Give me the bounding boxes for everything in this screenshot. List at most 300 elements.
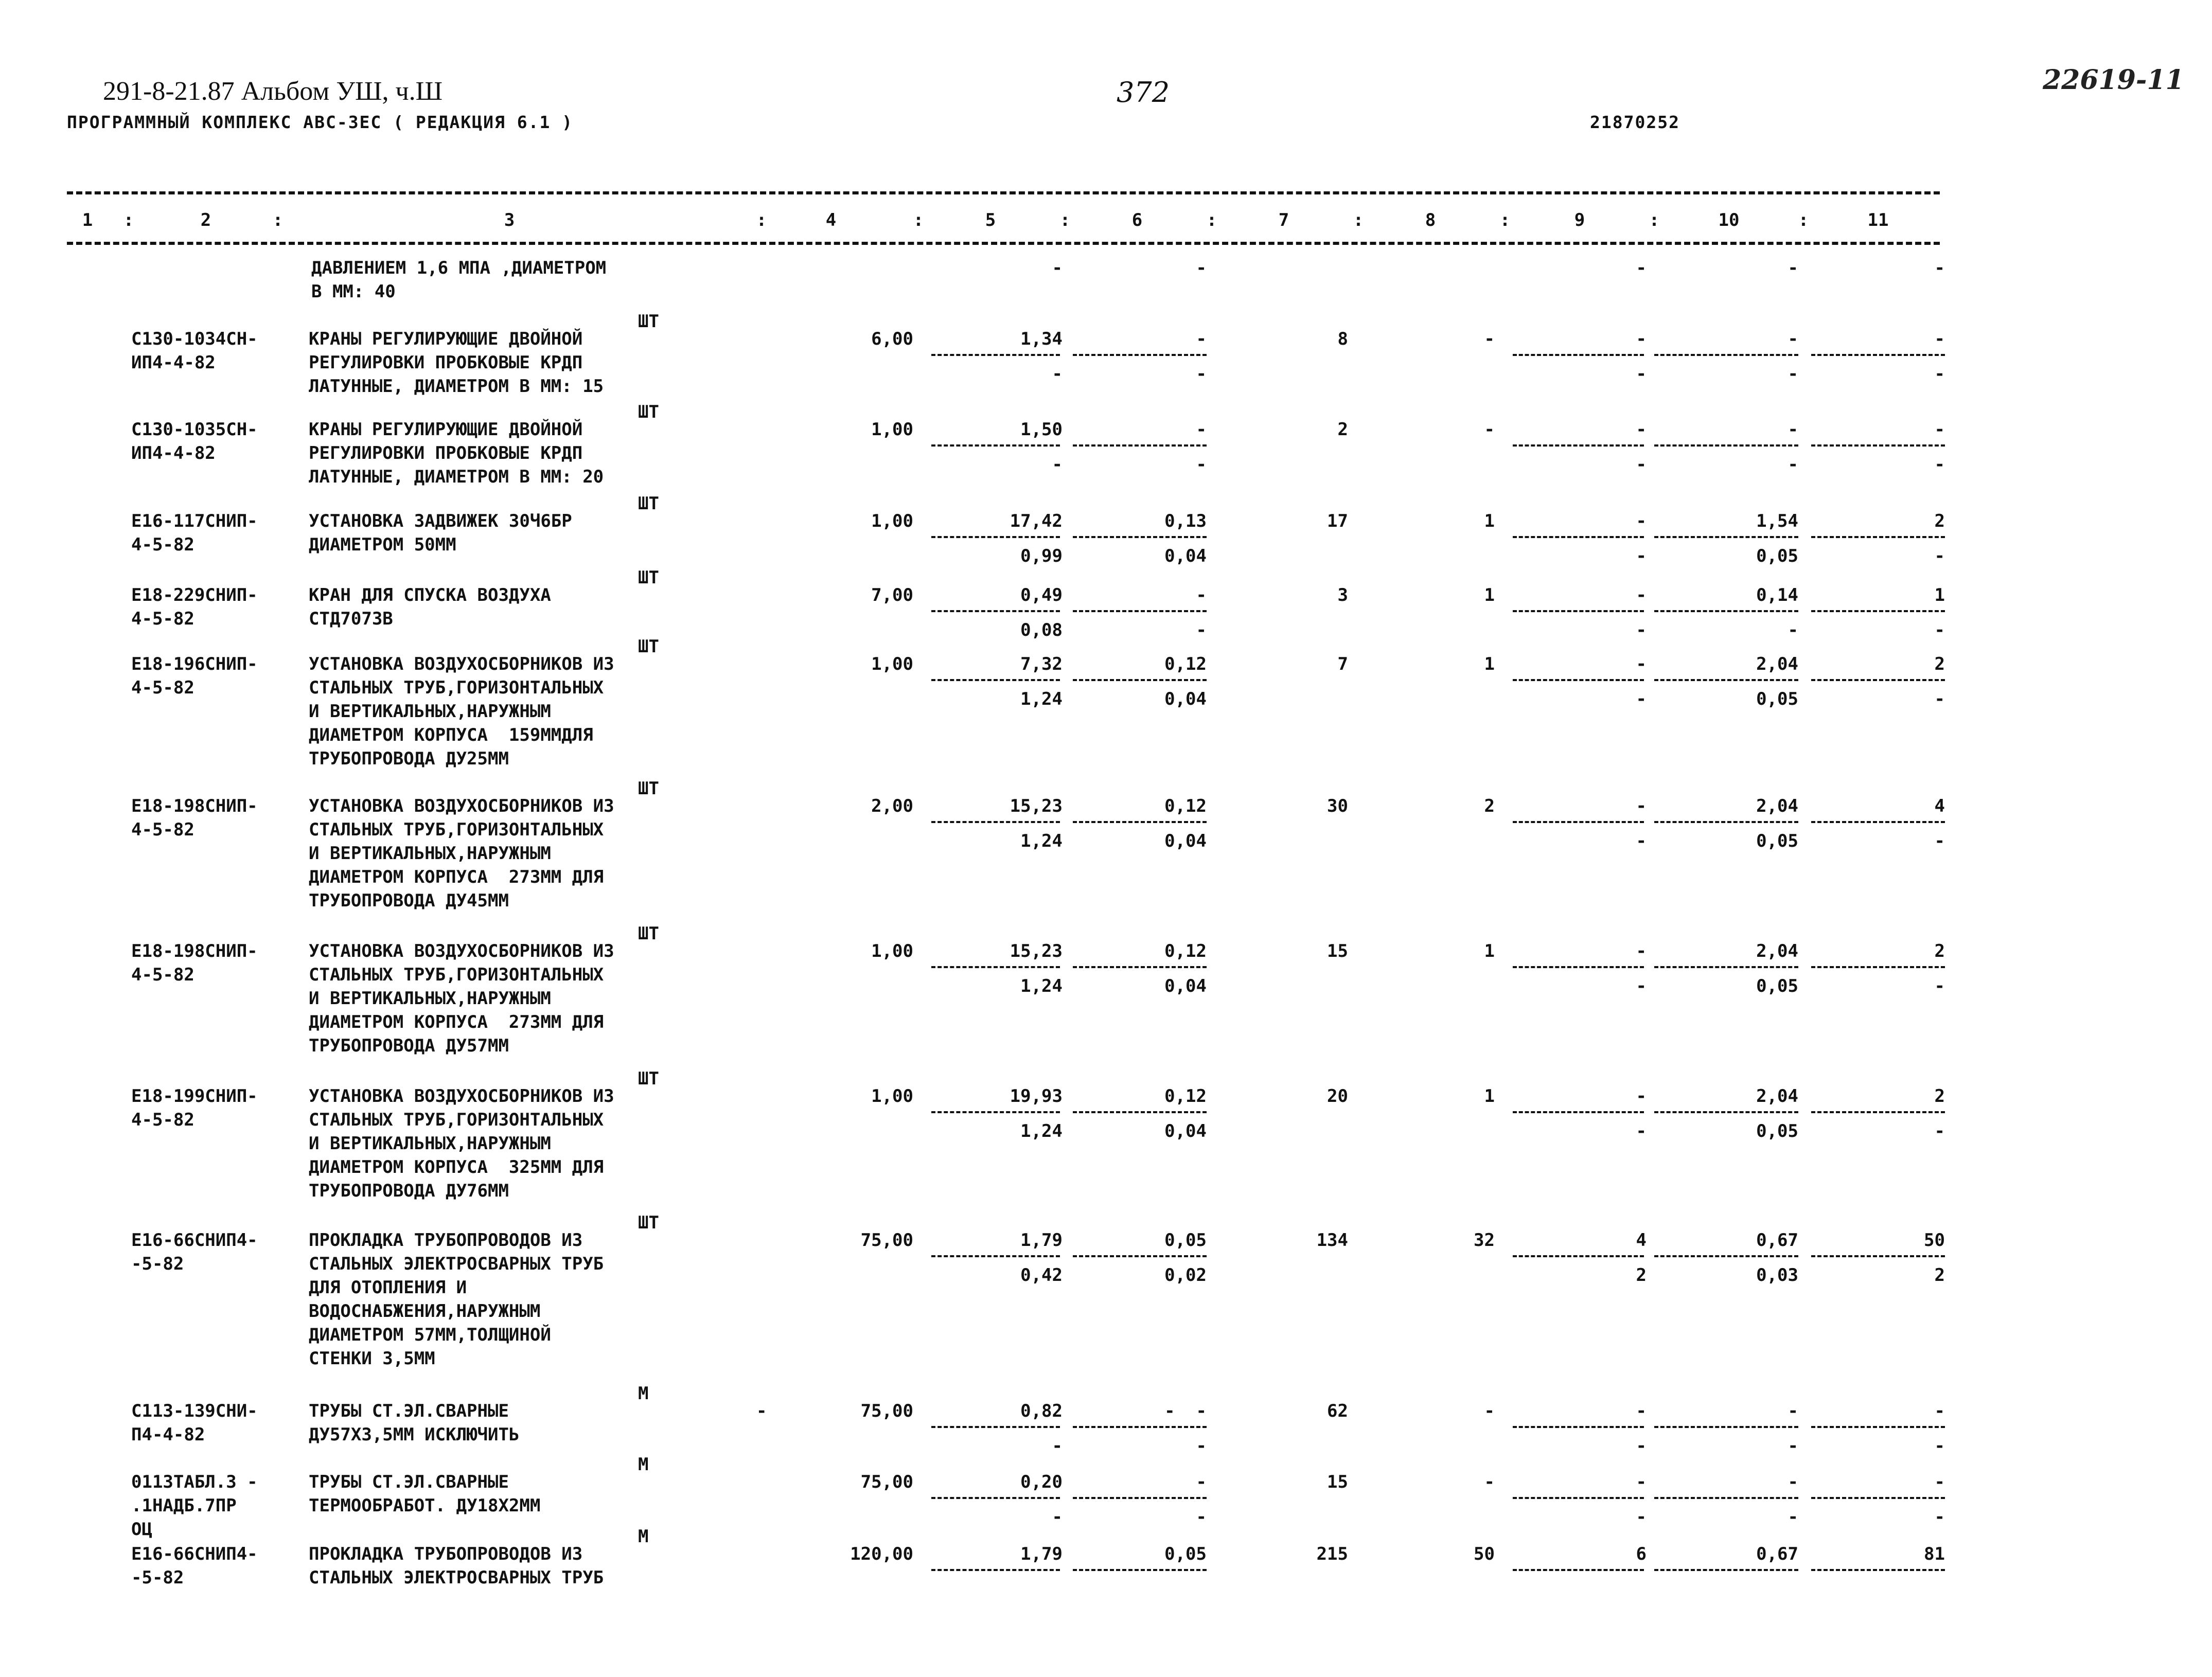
rate-code: Е18-198СНИП-: [131, 796, 258, 816]
col6-subvalue: -: [1196, 1507, 1207, 1527]
cell-divider: [931, 610, 1060, 612]
col9-subvalue: -: [1636, 546, 1647, 566]
row-number: [0, 794, 118, 818]
cell-divider: [1811, 1111, 1945, 1113]
rate-code-line-2: 4-5-82: [131, 965, 194, 985]
work-description-line: ПРОКЛАДКА ТРУБОПРОВОДОВ ИЗ: [309, 1544, 583, 1564]
col11-value: -: [1934, 258, 1945, 278]
quantity-value: 120,00: [850, 1544, 913, 1564]
page-number: 372: [1117, 76, 1170, 109]
col10-value: -: [1788, 1472, 1798, 1492]
column-separator: :: [1206, 210, 1217, 230]
work-description-line: СТД7073В: [309, 609, 393, 629]
cell-divider: [1513, 1426, 1644, 1428]
cell-divider: [1811, 444, 1945, 447]
cell-divider: [931, 1255, 1060, 1257]
row-number: [0, 583, 118, 607]
col7-value: 3: [1337, 585, 1348, 605]
col11-subvalue: -: [1934, 364, 1945, 384]
column-header-5: 5: [985, 210, 996, 230]
col11-subvalue: -: [1934, 976, 1945, 996]
col11-value: -: [1934, 1401, 1945, 1421]
col5-value: 0,49: [1020, 585, 1063, 605]
col10-value: 0,67: [1756, 1230, 1798, 1251]
work-description-line: ДИАМЕТРОМ КОРПУСА 273ММ ДЛЯ: [309, 1012, 604, 1032]
work-description-line: ТРУБОПРОВОДА ДУ57ММ: [309, 1036, 509, 1056]
col10-value: -: [1788, 419, 1798, 440]
work-description-line: КРАН ДЛЯ СПУСКА ВОЗДУХА: [309, 585, 551, 605]
work-description-line: ДАВЛЕНИЕМ 1,6 МПА ,ДИАМЕТРОМ: [311, 258, 607, 278]
column-separator: :: [272, 210, 284, 230]
rate-code-line-2: ИП4-4-82: [131, 443, 216, 463]
col10-subvalue: 0,05: [1756, 546, 1798, 566]
col7-value: 62: [1327, 1401, 1348, 1421]
col9-value: -: [1636, 585, 1647, 605]
unit-of-measure: ШТ: [638, 636, 659, 657]
table-header-rule: [67, 242, 1940, 245]
col10-value: -: [1788, 329, 1798, 349]
col5-value: -: [1052, 258, 1063, 278]
cell-divider: [931, 966, 1060, 968]
quantity-value: 1,00: [871, 419, 913, 440]
cell-divider: [1654, 354, 1798, 356]
cell-divider: [1654, 821, 1798, 823]
col9-value: 4: [1636, 1230, 1647, 1251]
row-number: [0, 327, 118, 351]
col11-value: -: [1934, 419, 1945, 440]
col7-value: 134: [1316, 1230, 1348, 1251]
unit-of-measure: ШТ: [638, 1068, 659, 1089]
cell-divider: [1513, 1255, 1644, 1257]
cell-divider: [1654, 1497, 1798, 1499]
col6-value: 0,13: [1164, 511, 1207, 531]
column-separator: :: [1353, 210, 1364, 230]
row-number: [0, 652, 118, 676]
quantity-value: 1,00: [871, 511, 913, 531]
column-separator: :: [1798, 210, 1809, 230]
col7-value: 17: [1327, 511, 1348, 531]
rate-code: С130-1035СН-: [131, 419, 258, 440]
col11-subvalue: -: [1934, 1436, 1945, 1456]
col7-value: 2: [1337, 419, 1348, 440]
cell-divider: [931, 354, 1060, 356]
col10-value: 2,04: [1756, 1086, 1798, 1107]
col8-value: 1: [1484, 654, 1495, 674]
cell-divider: [1811, 610, 1945, 612]
col9-subvalue: -: [1636, 1436, 1647, 1456]
col7-value: 15: [1327, 1472, 1348, 1492]
rate-code: 0113ТАБЛ.3 -: [131, 1472, 258, 1492]
cell-divider: [1513, 444, 1644, 447]
cell-divider: [1513, 1111, 1644, 1113]
col6-subvalue: 0,02: [1164, 1265, 1207, 1286]
work-description-line: ВОДОСНАБЖЕНИЯ,НАРУЖНЫМ: [309, 1301, 541, 1322]
unit-of-measure: ШТ: [638, 567, 659, 588]
cell-divider: [1811, 821, 1945, 823]
cell-divider: [931, 444, 1060, 447]
cell-divider: [931, 1497, 1060, 1499]
col8-value: 1: [1484, 585, 1495, 605]
rate-code: Е18-198СНИП-: [131, 941, 258, 961]
col9-value: -: [1636, 1472, 1647, 1492]
quantity-value: 1,00: [871, 941, 913, 961]
work-description-line: СТАЛЬНЫХ ТРУБ,ГОРИЗОНТАЛЬНЫХ: [309, 965, 604, 985]
col7-value: 15: [1327, 941, 1348, 961]
cell-divider: [1654, 966, 1798, 968]
col10-value: -: [1788, 1401, 1798, 1421]
col9-subvalue: -: [1636, 1507, 1647, 1527]
col11-value: 2: [1934, 654, 1945, 674]
column-header-10: 10: [1718, 210, 1740, 230]
col8-value: -: [1484, 1401, 1495, 1421]
col9-subvalue: -: [1636, 1121, 1647, 1141]
work-description-line: ЛАТУННЫЕ, ДИАМЕТРОМ В ММ: 15: [309, 376, 604, 397]
work-description-line: УСТАНОВКА ВОЗДУХОСБОРНИКОВ ИЗ: [309, 654, 614, 674]
col7-value: 7: [1337, 654, 1348, 674]
col10-subvalue: -: [1788, 364, 1798, 384]
col5-value: 1,79: [1020, 1544, 1063, 1564]
cell-divider: [1073, 536, 1207, 538]
unit-of-measure: М: [638, 1383, 649, 1404]
work-description-line: ДИАМЕТРОМ КОРПУСА 273ММ ДЛЯ: [309, 867, 604, 887]
cell-divider: [1073, 1111, 1207, 1113]
row-number: [0, 939, 118, 963]
col11-value: 2: [1934, 941, 1945, 961]
row-number: [0, 1470, 118, 1494]
col5-value: 15,23: [1010, 941, 1063, 961]
col10-subvalue: 0,05: [1756, 1121, 1798, 1141]
col8-value: 32: [1474, 1230, 1495, 1251]
col8-value: 1: [1484, 941, 1495, 961]
col5-value: 19,93: [1010, 1086, 1063, 1107]
col6-subvalue: 0,04: [1164, 976, 1207, 996]
work-description-line: ТЕРМООБРАБОТ. ДУ18Х2ММ: [309, 1495, 541, 1516]
col10-value: 1,54: [1756, 511, 1798, 531]
col10-subvalue: 0,03: [1756, 1265, 1798, 1286]
col8-value: 1: [1484, 511, 1495, 531]
col6-value: 0,12: [1164, 941, 1207, 961]
column-separator: :: [913, 210, 924, 230]
col9-subvalue: 2: [1636, 1265, 1647, 1286]
cell-divider: [931, 536, 1060, 538]
work-description-line: СТЕНКИ 3,5ММ: [309, 1348, 435, 1369]
quantity-value: 75,00: [860, 1401, 913, 1421]
col11-subvalue: -: [1934, 1507, 1945, 1527]
col6-subvalue: 0,04: [1164, 546, 1207, 566]
col6-value: 0,05: [1164, 1230, 1207, 1251]
quantity-value: 1,00: [871, 654, 913, 674]
col5-subvalue: -: [1052, 1436, 1063, 1456]
col7-value: 30: [1327, 796, 1348, 816]
rate-code: Е18-199СНИП-: [131, 1086, 258, 1107]
work-description-line: СТАЛЬНЫХ ЭЛЕКТРОСВАРНЫХ ТРУБ: [309, 1254, 604, 1274]
col5-subvalue: 1,24: [1020, 689, 1063, 709]
work-description-line: ТРУБЫ СТ.ЭЛ.СВАРНЫЕ: [309, 1401, 509, 1421]
col11-value: 2: [1934, 511, 1945, 531]
cell-divider: [1654, 679, 1798, 681]
work-description-line: УСТАНОВКА ВОЗДУХОСБОРНИКОВ ИЗ: [309, 1086, 614, 1107]
cell-divider: [1654, 1569, 1798, 1571]
cell-divider: [1073, 821, 1207, 823]
col9-value: -: [1636, 419, 1647, 440]
quantity-value: 7,00: [871, 585, 913, 605]
col6-subvalue: -: [1196, 1436, 1207, 1456]
col6-subvalue: -: [1196, 620, 1207, 640]
col10-subvalue: -: [1788, 1436, 1798, 1456]
col8-value: 1: [1484, 1086, 1495, 1107]
col10-value: 2,04: [1756, 941, 1798, 961]
work-description-line: ДУ57Х3,5ММ ИСКЛЮЧИТЬ: [309, 1424, 520, 1445]
col9-value: -: [1636, 258, 1647, 278]
work-description-line: ТРУБОПРОВОДА ДУ45ММ: [309, 890, 509, 911]
cell-divider: [1073, 1497, 1207, 1499]
row-number: [0, 1084, 118, 1108]
work-description-line: И ВЕРТИКАЛЬНЫХ,НАРУЖНЫМ: [309, 701, 551, 722]
col10-value: 2,04: [1756, 796, 1798, 816]
quantity-value: 75,00: [860, 1472, 913, 1492]
col8-value: -: [1484, 1472, 1495, 1492]
col9-value: -: [1636, 511, 1647, 531]
col5-subvalue: 1,24: [1020, 976, 1063, 996]
col9-value: -: [1636, 654, 1647, 674]
col10-subvalue: 0,05: [1756, 689, 1798, 709]
cell-divider: [931, 1569, 1060, 1571]
rate-code-line-2: -5-82: [131, 1567, 184, 1588]
col9-value: -: [1636, 1086, 1647, 1107]
cell-divider: [1811, 679, 1945, 681]
cell-divider: [1513, 1497, 1644, 1499]
col11-subvalue: -: [1934, 831, 1945, 851]
col9-subvalue: -: [1636, 620, 1647, 640]
col9-value: -: [1636, 329, 1647, 349]
cell-divider: [1073, 679, 1207, 681]
cell-divider: [1811, 1426, 1945, 1428]
work-description-line: СТАЛЬНЫХ ТРУБ,ГОРИЗОНТАЛЬНЫХ: [309, 1110, 604, 1130]
cell-divider: [1513, 354, 1644, 356]
quantity-value: 2,00: [871, 796, 913, 816]
column-separator: :: [1499, 210, 1511, 230]
work-description-line: И ВЕРТИКАЛЬНЫХ,НАРУЖНЫМ: [309, 843, 551, 864]
rate-code: Е18-196СНИП-: [131, 654, 258, 674]
column-separator: :: [1649, 210, 1660, 230]
col5-value: 0,20: [1020, 1472, 1063, 1492]
work-description-line: ДИАМЕТРОМ КОРПУСА 325ММ ДЛЯ: [309, 1157, 604, 1178]
col9-value: 6: [1636, 1544, 1647, 1564]
cell-divider: [1811, 966, 1945, 968]
unit-of-measure: ШТ: [638, 311, 659, 332]
work-description-line: ПРОКЛАДКА ТРУБОПРОВОДОВ ИЗ: [309, 1230, 583, 1251]
exclude-sign: -: [756, 1401, 767, 1421]
cell-divider: [1811, 1255, 1945, 1257]
col5-value: 1,50: [1020, 419, 1063, 440]
work-description-line: КРАНЫ РЕГУЛИРУЮЩИЕ ДВОЙНОЙ: [309, 329, 583, 349]
col11-value: 4: [1934, 796, 1945, 816]
col5-value: 1,79: [1020, 1230, 1063, 1251]
col11-value: 2: [1934, 1086, 1945, 1107]
col6-value: 0,12: [1164, 654, 1207, 674]
col9-value: -: [1636, 1401, 1647, 1421]
col6-value: 0,12: [1164, 1086, 1207, 1107]
col8-value: 2: [1484, 796, 1495, 816]
col10-subvalue: -: [1788, 1507, 1798, 1527]
cell-divider: [1073, 444, 1207, 447]
rate-code: С130-1034СН-: [131, 329, 258, 349]
cell-divider: [1513, 966, 1644, 968]
col5-value: 15,23: [1010, 796, 1063, 816]
work-description-line: ДЛЯ ОТОПЛЕНИЯ И: [309, 1277, 467, 1298]
cell-divider: [1811, 1497, 1945, 1499]
rate-code: Е16-117СНИП-: [131, 511, 258, 531]
work-description-line: ДИАМЕТРОМ КОРПУСА 159ММДЛЯ: [309, 725, 593, 745]
work-description-line: РЕГУЛИРОВКИ ПРОБКОВЫЕ КРДП: [309, 443, 583, 463]
col5-subvalue: 0,99: [1020, 546, 1063, 566]
col6-value: -: [1196, 585, 1207, 605]
cell-divider: [931, 1426, 1060, 1428]
col5-subvalue: 1,24: [1020, 831, 1063, 851]
col11-subvalue: -: [1934, 620, 1945, 640]
col5-value: 1,34: [1020, 329, 1063, 349]
column-header-6: 6: [1131, 210, 1143, 230]
col11-subvalue: 2: [1934, 1265, 1945, 1286]
col5-subvalue: 0,42: [1020, 1265, 1063, 1286]
quantity-value: 1,00: [871, 1086, 913, 1107]
column-header-11: 11: [1867, 210, 1889, 230]
col6-subvalue: -: [1196, 364, 1207, 384]
work-description-line: И ВЕРТИКАЛЬНЫХ,НАРУЖНЫМ: [309, 1133, 551, 1154]
rate-code-line-2: 4-5-82: [131, 1110, 194, 1130]
col6-subvalue: 0,04: [1164, 1121, 1207, 1141]
col6-value: 0,05: [1164, 1544, 1207, 1564]
column-header-2: 2: [200, 210, 211, 230]
col11-value: 1: [1934, 585, 1945, 605]
col11-value: 81: [1924, 1544, 1945, 1564]
col11-value: 50: [1924, 1230, 1945, 1251]
work-description-line: УСТАНОВКА ВОЗДУХОСБОРНИКОВ ИЗ: [309, 941, 614, 961]
cell-divider: [1654, 1426, 1798, 1428]
row-number: [0, 509, 118, 533]
unit-of-measure: М: [638, 1526, 649, 1547]
column-header-8: 8: [1425, 210, 1436, 230]
rate-code-line-2: 4-5-82: [131, 609, 194, 629]
col11-value: -: [1934, 1472, 1945, 1492]
col6-value: -: [1196, 258, 1207, 278]
col9-subvalue: -: [1636, 689, 1647, 709]
unit-of-measure: ШТ: [638, 1212, 659, 1233]
rate-code-line-2: -5-82: [131, 1254, 184, 1274]
col6-value: -: [1196, 419, 1207, 440]
col10-subvalue: 0,05: [1756, 976, 1798, 996]
col8-value: -: [1484, 419, 1495, 440]
col5-value: 17,42: [1010, 511, 1063, 531]
col11-subvalue: -: [1934, 454, 1945, 475]
col6-subvalue: -: [1196, 454, 1207, 475]
col5-subvalue: 1,24: [1020, 1121, 1063, 1141]
col5-subvalue: -: [1052, 364, 1063, 384]
col10-value: 2,04: [1756, 654, 1798, 674]
col10-subvalue: -: [1788, 620, 1798, 640]
col6-subvalue: 0,04: [1164, 689, 1207, 709]
work-description-line: РЕГУЛИРОВКИ ПРОБКОВЫЕ КРДП: [309, 352, 583, 373]
work-description-line: ТРУБОПРОВОДА ДУ76ММ: [309, 1181, 509, 1201]
document-id: 21870252: [1590, 112, 1680, 132]
col9-subvalue: -: [1636, 831, 1647, 851]
cell-divider: [1654, 536, 1798, 538]
cell-divider: [1513, 821, 1644, 823]
work-description-line: ДИАМЕТРОМ 57ММ,ТОЛЩИНОЙ: [309, 1325, 551, 1345]
cell-divider: [1654, 444, 1798, 447]
cell-divider: [1654, 1111, 1798, 1113]
col8-value: 50: [1474, 1544, 1495, 1564]
rate-code: Е16-66СНИП4-: [131, 1544, 258, 1564]
column-header-4: 4: [825, 210, 837, 230]
col10-subvalue: 0,05: [1756, 831, 1798, 851]
cell-divider: [931, 1111, 1060, 1113]
cell-divider: [1513, 610, 1644, 612]
cell-divider: [1073, 610, 1207, 612]
col11-subvalue: -: [1934, 546, 1945, 566]
column-separator: :: [123, 210, 134, 230]
cell-divider: [931, 821, 1060, 823]
unit-of-measure: ШТ: [638, 923, 659, 944]
cell-divider: [931, 679, 1060, 681]
rate-code: Е16-66СНИП4-: [131, 1230, 258, 1251]
rate-code-line-2: ИП4-4-82: [131, 352, 216, 373]
rate-code: Е18-229СНИП-: [131, 585, 258, 605]
rate-code-line-2: П4-4-82: [131, 1424, 205, 1445]
col7-value: 8: [1337, 329, 1348, 349]
rate-code-line-2: 4-5-82: [131, 677, 194, 698]
document-code: 291-8-21.87 Альбом УШ, ч.Ш: [103, 77, 443, 106]
unit-of-measure: М: [638, 1454, 649, 1475]
col11-subvalue: -: [1934, 1121, 1945, 1141]
col5-value: 7,32: [1020, 654, 1063, 674]
quantity-value: 75,00: [860, 1230, 913, 1251]
work-description-line: УСТАНОВКА ЗАДВИЖЕК 30Ч6БР: [309, 511, 572, 531]
col11-subvalue: -: [1934, 689, 1945, 709]
unit-of-measure: ШТ: [638, 778, 659, 799]
col5-subvalue: -: [1052, 1507, 1063, 1527]
col11-value: -: [1934, 329, 1945, 349]
column-header-3: 3: [504, 210, 515, 230]
work-description-line: И ВЕРТИКАЛЬНЫХ,НАРУЖНЫМ: [309, 988, 551, 1009]
col7-value: 215: [1316, 1544, 1348, 1564]
column-header-7: 7: [1278, 210, 1289, 230]
quantity-value: 6,00: [871, 329, 913, 349]
work-description-line: СТАЛЬНЫХ ЭЛЕКТРОСВАРНЫХ ТРУБ: [309, 1567, 604, 1588]
col5-value: 0,82: [1020, 1401, 1063, 1421]
cell-divider: [1073, 1426, 1207, 1428]
col6-value: -: [1196, 1472, 1207, 1492]
cell-divider: [1811, 354, 1945, 356]
cell-divider: [1513, 536, 1644, 538]
rate-code: С113-139СНИ-: [131, 1401, 258, 1421]
work-description-line: КРАНЫ РЕГУЛИРУЮЩИЕ ДВОЙНОЙ: [309, 419, 583, 440]
col6-subvalue: 0,04: [1164, 831, 1207, 851]
col10-value: 0,67: [1756, 1544, 1798, 1564]
cell-divider: [1513, 1569, 1644, 1571]
rate-code-line-2: 4-5-82: [131, 534, 194, 555]
cell-divider: [1654, 610, 1798, 612]
cell-divider: [1811, 1569, 1945, 1571]
col9-subvalue: -: [1636, 454, 1647, 475]
unit-of-measure: ШТ: [638, 493, 659, 514]
col5-subvalue: 0,08: [1020, 620, 1063, 640]
col9-subvalue: -: [1636, 976, 1647, 996]
col10-value: -: [1788, 258, 1798, 278]
row-number: [0, 1399, 118, 1423]
col9-value: -: [1636, 941, 1647, 961]
cell-divider: [1073, 1569, 1207, 1571]
